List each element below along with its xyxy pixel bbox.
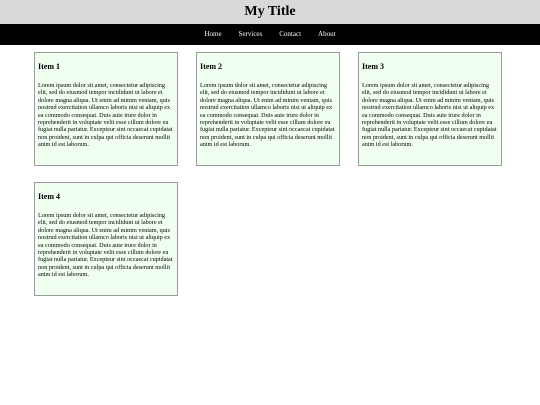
item-card bbox=[358, 52, 502, 166]
card-title: Item 3 bbox=[362, 62, 384, 71]
card-title: Item 1 bbox=[38, 62, 60, 71]
card-body: Lorem ipsum dolor sit amet, consectetur adipiscing elit, sed do eiusmod tempor incididunt ut labore et dolore magna aliqua. Ut enim ad minim veniam, quis nostrud exercitation ullamco laboris nisi ut aliquip ex ea commodo consequat. Duis aute irure dolor in reprehenderit in voluptate velit esse cillum dolore eu fugiat nulla pariatur. Excepteur sint occaecat cupidatat non proident, sunt in culpa qui officia deserunt mollit anim id est laborum. bbox=[38, 82, 173, 149]
page-title: My Title bbox=[244, 4, 296, 19]
nav-link-about[interactable]: About bbox=[318, 30, 336, 38]
item-card bbox=[34, 52, 178, 166]
card-body: Lorem ipsum dolor sit amet, consectetur adipiscing elit, sed do eiusmod tempor incididunt ut labore et dolore magna aliqua. Ut enim ad minim veniam, quis nostrud exercitation ullamco laboris nisi ut aliquip ex ea commodo consequat. Duis aute irure dolor in reprehenderit in voluptate velit esse cillum dolore eu fugiat nulla pariatur. Excepteur sint occaecat cupidatat non proident, sunt in culpa qui officia deserunt mollit anim id est laborum. bbox=[200, 82, 335, 149]
item-card bbox=[34, 182, 178, 296]
top-navbar bbox=[0, 24, 540, 45]
page-header bbox=[0, 0, 540, 24]
nav-link-contact[interactable]: Contact bbox=[279, 30, 302, 38]
card-title: Item 2 bbox=[200, 62, 222, 71]
nav-link-home[interactable]: Home bbox=[204, 30, 222, 38]
nav-link-services[interactable]: Services bbox=[238, 30, 263, 38]
card-title: Item 4 bbox=[38, 192, 60, 201]
card-grid bbox=[0, 45, 540, 405]
item-card bbox=[196, 52, 340, 166]
card-body: Lorem ipsum dolor sit amet, consectetur adipiscing elit, sed do eiusmod tempor incididunt ut labore et dolore magna aliqua. Ut enim ad minim veniam, quis nostrud exercitation ullamco laboris nisi ut aliquip ex ea commodo consequat. Duis aute irure dolor in reprehenderit in voluptate velit esse cillum dolore eu fugiat nulla pariatur. Excepteur sint occaecat cupidatat non proident, sunt in culpa qui officia deserunt mollit anim id est laborum. bbox=[362, 82, 497, 149]
card-body: Lorem ipsum dolor sit amet, consectetur adipiscing elit, sed do eiusmod tempor incididunt ut labore et dolore magna aliqua. Ut enim ad minim veniam, quis nostrud exercitation ullamco laboris nisi ut aliquip ex ea commodo consequat. Duis aute irure dolor in reprehenderit in voluptate velit esse cillum dolore eu fugiat nulla pariatur. Excepteur sint occaecat cupidatat non proident, sunt in culpa qui officia deserunt mollit anim id est laborum. bbox=[38, 212, 173, 279]
